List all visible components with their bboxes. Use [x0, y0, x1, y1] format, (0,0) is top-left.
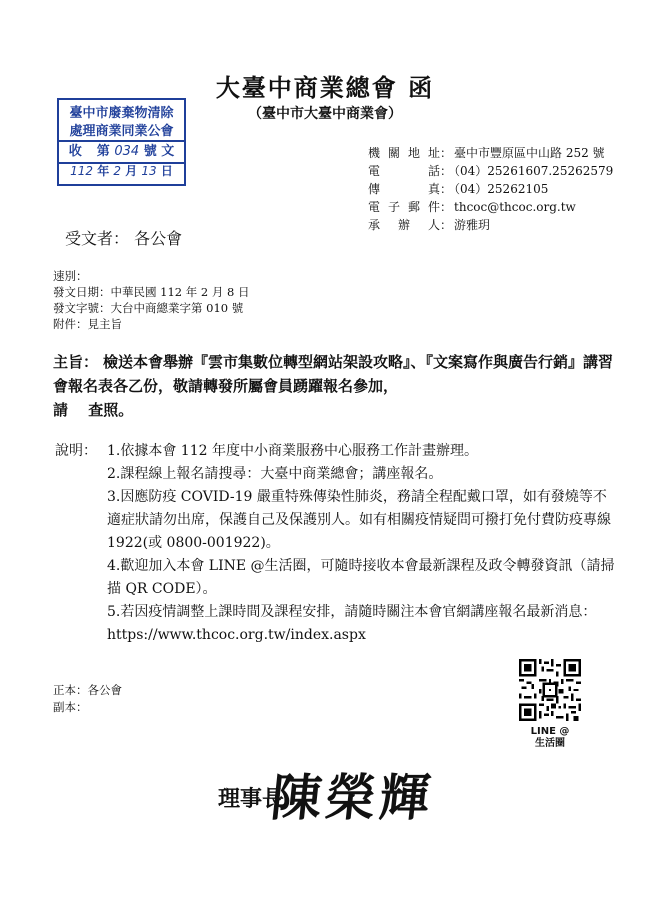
- stamp-number-suffix: 號: [143, 144, 157, 159]
- subject-label: 主旨：: [53, 353, 99, 371]
- stamp-date-day: 13: [141, 164, 157, 178]
- stamp-date-year: 112: [70, 164, 93, 178]
- subject-closing: 請 查照。: [53, 401, 134, 419]
- agency-info-row: 電子郵件： thcoc@thcoc.org.tw: [368, 200, 576, 214]
- agency-info: [368, 144, 613, 234]
- stamp-date-year-unit: 年: [97, 164, 110, 178]
- qr-label: LINE @ 生活圈: [530, 726, 570, 749]
- description-label: 說明：: [55, 443, 97, 459]
- meta-date: 發文日期：中華民國 112 年 2 月 8 日: [53, 285, 250, 299]
- description-item: 1.依據本會 112 年度中小商業服務中心服務工作計畫辦理。: [107, 443, 478, 459]
- stamp-date-row: [59, 162, 184, 179]
- copies-main: 正本：各公會: [53, 683, 122, 697]
- letter-title: 大臺中商業總會 函: [215, 73, 435, 102]
- stamp-date-month-unit: 月: [125, 164, 138, 178]
- qr-code-icon[interactable]: [519, 659, 581, 721]
- copies-section: [53, 682, 122, 716]
- description-item: 3.因應防疫 COVID-19 嚴重特殊傳染性肺炎，務請全程配戴口罩，如有發燒等不適症狀請勿出席，保護自己及保護別人。如有相關疫情疑問可撥打免付費防疫專線 1922(或 0800-001922)。: [107, 489, 611, 551]
- description-item[interactable]: 5.若因疫情調整上課時間及課程安排，請隨時關注本會官網講座報名最新消息：https://www.thcoc.org.tw/index.aspx: [107, 604, 597, 643]
- email-link[interactable]: thcoc@thcoc.org.tw: [454, 200, 576, 214]
- meta-doc-number: 發文字號：大台中商總業字第 010 號: [53, 301, 244, 315]
- stamp-date-month: 2: [113, 164, 122, 178]
- agency-info-row: 傳 真： （04）25262105: [368, 182, 549, 196]
- meta-attachment: 附件：見主旨: [53, 317, 122, 331]
- stamp-doc-label: 文: [161, 144, 175, 159]
- signer-title: 理事長: [218, 786, 285, 812]
- agency-info-row: 承 辦 人： 游雅玥: [368, 218, 491, 232]
- copies-cc: 副本：: [53, 700, 88, 714]
- signature-name: 陳榮輝: [268, 768, 437, 827]
- description-item: 4.歡迎加入本會 LINE @生活圈，可隨時接收本會最新課程及政令轉發資訊（請掃描 QR CODE）。: [107, 558, 615, 597]
- stamp-number-value: 034: [114, 144, 140, 159]
- agency-info-row: 電 話： （04）25261607.25262579: [368, 164, 614, 178]
- document-meta: [53, 268, 250, 332]
- receipt-stamp: [57, 98, 186, 186]
- stamp-number-prefix: 第: [96, 144, 110, 159]
- stamp-line-1: 臺中市廢棄物清除: [69, 106, 174, 121]
- agency-info-row: 機關地址： 臺中市豐原區中山路 252 號: [368, 146, 605, 160]
- recipient: 受文者： 各公會: [65, 229, 183, 248]
- description-item: 2.課程線上報名請搜尋：大臺中商業總會；講座報名。: [107, 466, 443, 482]
- stamp-date-day-unit: 日: [160, 164, 173, 178]
- stamp-number-row: [59, 140, 184, 164]
- meta-speed: 速別：: [53, 269, 88, 283]
- stamp-receive-label: 收: [68, 144, 82, 159]
- letter-subtitle: （臺中市大臺中商業會）: [248, 106, 402, 122]
- stamp-line-2: 處理商業同業公會: [69, 124, 174, 139]
- subject-text: 檢送本會舉辦『雲市集數位轉型網站架設攻略』、『文案寫作與廣告行銷』講習會報名表各乙份，敬請轉發所屬會員踴躍報名參加，: [53, 353, 614, 395]
